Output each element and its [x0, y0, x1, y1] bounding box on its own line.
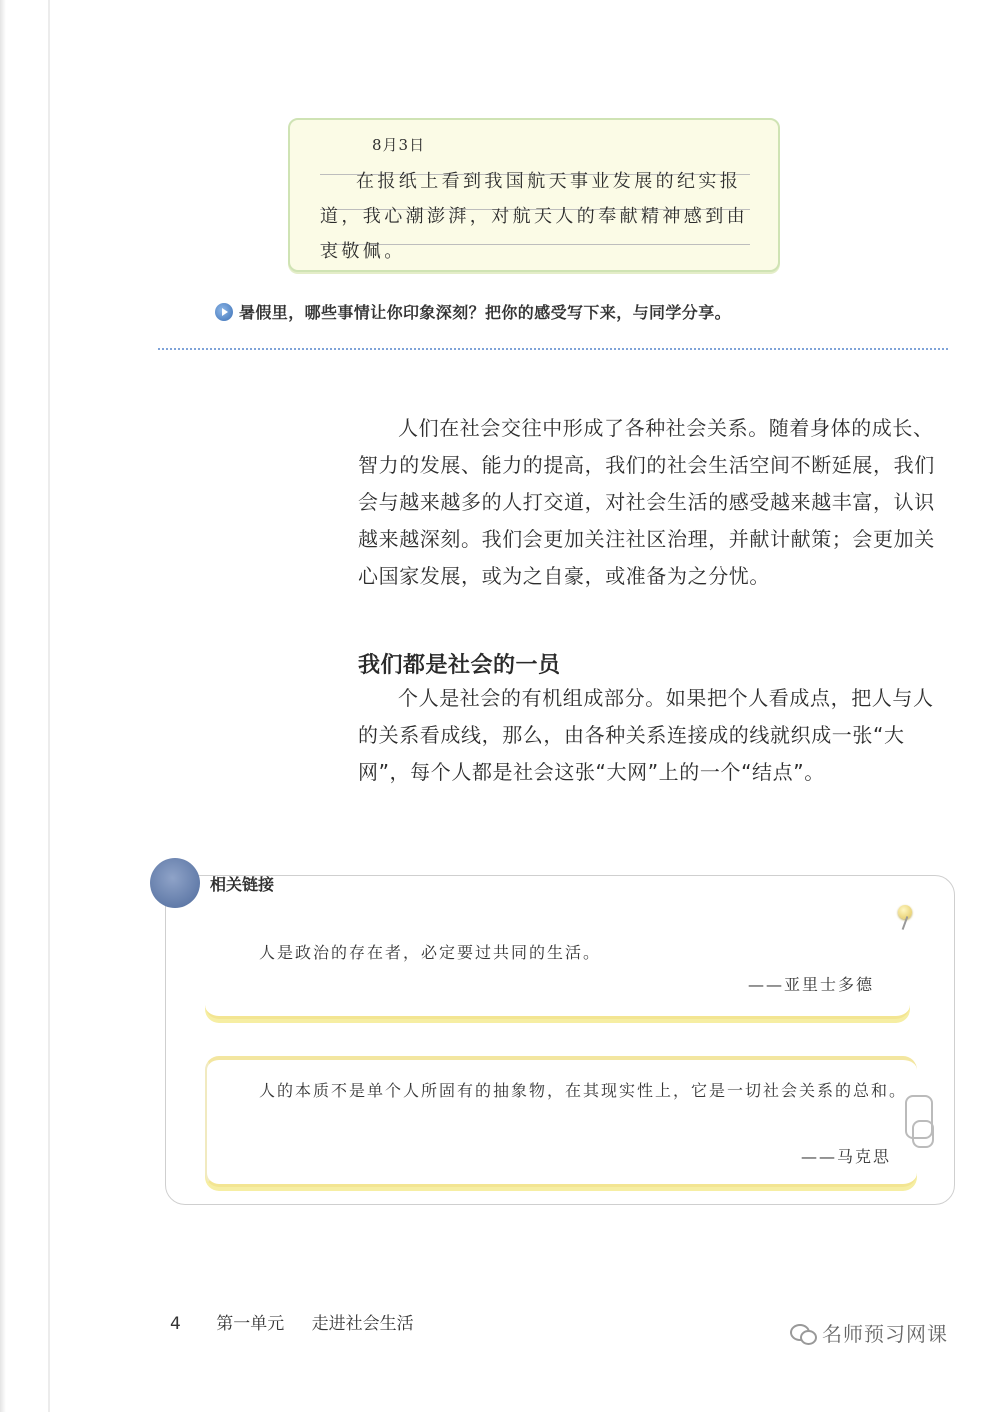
watermark-text: 名师预习网课	[822, 1322, 948, 1346]
page-fold-line	[48, 0, 50, 1412]
body-paragraph: 个人是社会的有机组成部分。如果把个人看成点，把人与人的关系看成线，那么，由各种关系连接成的线就织成一张“大网”，每个人都是社会这张“大网”上的一个“结点”。	[358, 686, 934, 784]
unit-label: 第一单元	[216, 1314, 285, 1334]
quote-card	[205, 918, 910, 1019]
diary-date: 8月3日	[372, 136, 426, 154]
quote-text: 人的本质不是单个人所固有的抽象物，在其现实性上，它是一切社会关系的总和。	[259, 1081, 908, 1100]
quote-author: ——亚里士多德	[747, 975, 874, 994]
wechat-icon	[790, 1322, 816, 1344]
diary-note-card	[288, 118, 780, 272]
network-globe-icon	[150, 858, 200, 908]
related-links-title: 相关链接	[210, 875, 275, 894]
quote-card	[205, 1056, 917, 1187]
prompt-text: 暑假里，哪些事情让你印象深刻？把你的感受写下来，与同学分享。	[239, 303, 732, 322]
watermark	[790, 1318, 948, 1347]
paperclip-inner	[912, 1120, 934, 1148]
dotted-divider	[158, 348, 948, 350]
page-edge	[0, 0, 6, 1412]
quote-text: 人是政治的存在者，必定要过共同的生活。	[259, 943, 602, 962]
section-heading: 我们都是社会的一员	[358, 653, 561, 678]
page-number: 4	[170, 1314, 181, 1334]
play-arrow-icon	[215, 303, 233, 321]
unit-title: 走进社会生活	[311, 1314, 414, 1334]
quote-author: ——马克思	[800, 1147, 891, 1166]
activity-prompt	[215, 300, 731, 323]
body-paragraph: 人们在社会交往中形成了各种社会关系。随着身体的成长、智力的发展、能力的提高，我们的社会生活空间不断延展，我们会与越来越多的人打交道，对社会生活的感受越来越丰富，认识越来越深刻。我们会更加关注社区治理，并献计献策；会更加关心国家发展，或为之自豪，或准备为之分忧。	[358, 416, 935, 588]
page-footer	[170, 1309, 414, 1334]
diary-text: 在报纸上看到我国航天事业发展的纪实报道，我心潮澎湃，对航天人的奉献精神感到由衷敬佩。	[320, 171, 748, 262]
